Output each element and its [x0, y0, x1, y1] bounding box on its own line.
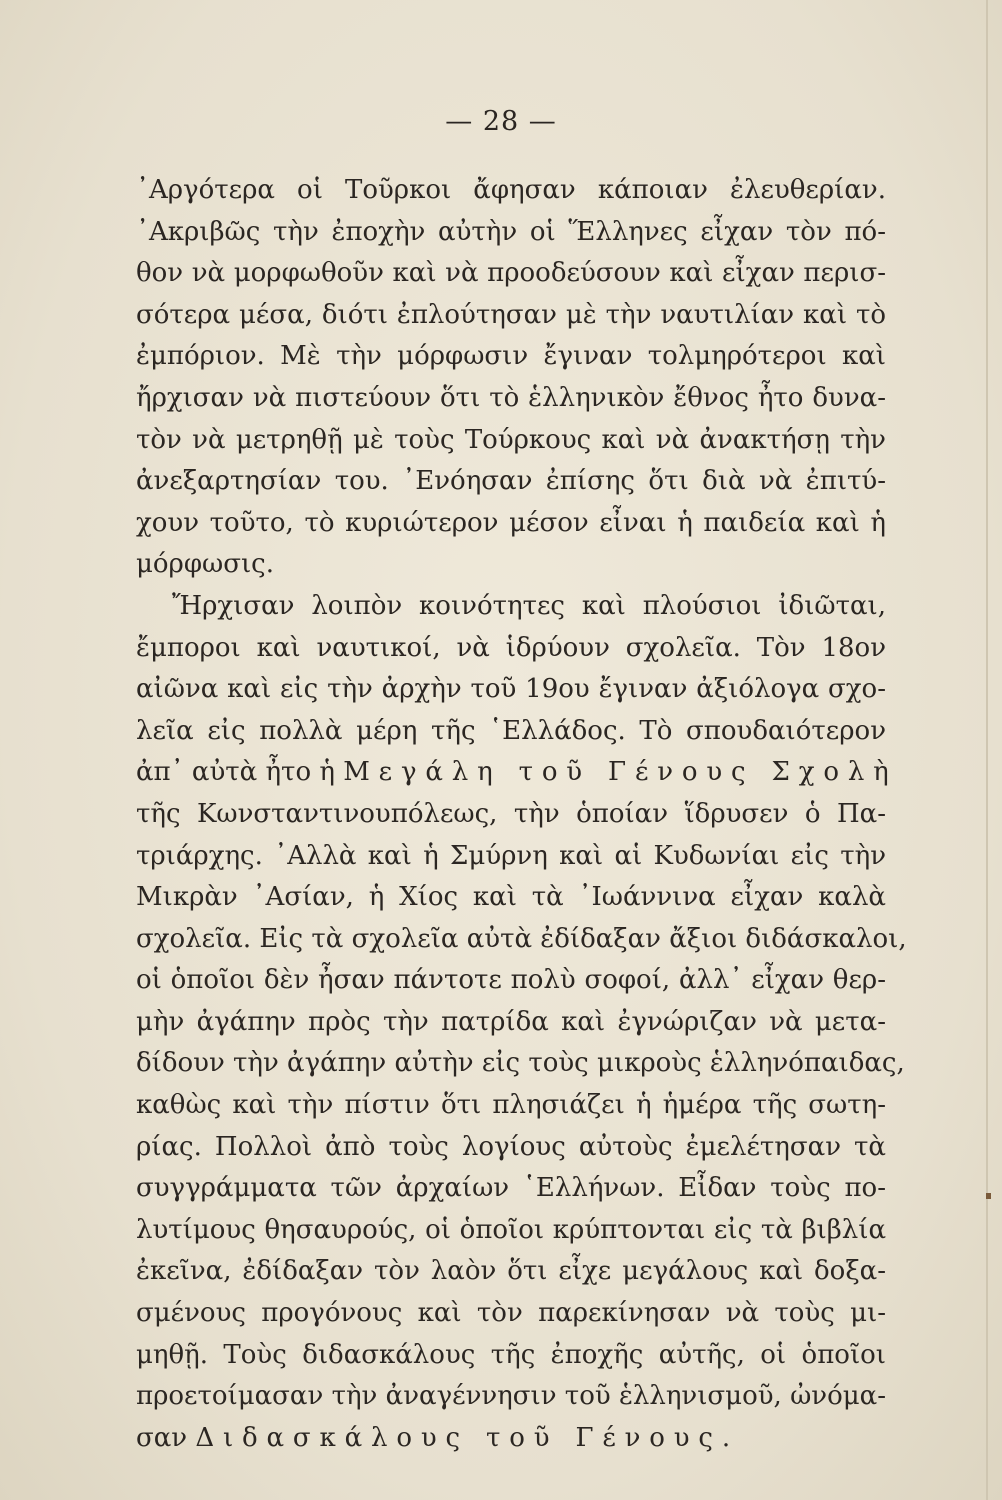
text-line: λυτίμους θησαυρούς, οἱ ὁποῖοι κρύπτονται εἰς τὰ βιβλία	[136, 1214, 886, 1245]
text-line: τὸν νὰ μετρηθῇ μὲ τοὺς Τούρκους καὶ νὰ ἀνακτήσῃ τὴν	[136, 424, 886, 455]
spaced-title: Μεγάλη τοῦ Γένους Σχολὴ	[343, 757, 898, 788]
text-line: ἔμποροι καὶ ναυτικοί, νὰ ἱδρύουν σχολεῖα. Τὸν 18ον	[136, 632, 886, 663]
text-line: λεῖα εἰς πολλὰ μέρη τῆς ῾Ελλάδος. Τὸ σπουδαιότερον	[136, 715, 886, 746]
text-line: ᾿Αργότερα οἱ Τοῦρκοι ἄφησαν κάποιαν ἐλευθερίαν.	[136, 175, 886, 205]
text-line: χουν τοῦτο, τὸ κυριώτερον μέσον εἶναι ἡ παιδεία καὶ ἡ	[136, 507, 886, 538]
page-edge	[986, 0, 988, 1500]
text-line: προετοίμασαν τὴν ἀναγέννησιν τοῦ ἑλληνισμοῦ, ὠνόμα-	[136, 1381, 886, 1412]
text-line: θον νὰ μορφωθοῦν καὶ νὰ προοδεύσουν καὶ εἶχαν περισ-	[136, 258, 886, 289]
text-line: οἱ ὁποῖοι δὲν ἦσαν πάντοτε πολὺ σοφοί, ἀλλ᾿ εἶχαν θερ-	[136, 965, 886, 996]
text-line: συγγράμματα τῶν ἀρχαίων ῾Ελλήνων. Εἶδαν τοὺς πο-	[136, 1173, 886, 1204]
text-segment: σαν	[136, 1422, 188, 1453]
text-line: ᾿Ακριβῶς τὴν ἐποχὴν αὐτὴν οἱ Ἕλληνες εἶχαν τὸν πό-	[136, 216, 886, 247]
text-line: καθὼς καὶ τὴν πίστιν ὅτι πλησιάζει ἡ ἡμέρα τῆς σωτη-	[136, 1090, 886, 1121]
text-line: Ἤρχισαν λοιπὸν κοινότητες καὶ πλούσιοι ἰδιῶται,	[172, 590, 886, 621]
text-line	[136, 752, 898, 794]
text-line: ἀνεξαρτησίαν του. ᾿Ενόησαν ἐπίσης ὅτι διὰ νὰ ἐπιτύ-	[136, 466, 886, 497]
text-line: ἐκεῖνα, ἐδίδαξαν τὸν λαὸν ὅτι εἶχε μεγάλους καὶ δοξα-	[136, 1256, 886, 1287]
text-line: ἐμπόριον. Μὲ τὴν μόρφωσιν ἔγιναν τολμηρότεροι καὶ	[136, 341, 886, 372]
text-line: μόρφωσις.	[136, 549, 275, 580]
text-line: μὴν ἀγάπην πρὸς τὴν πατρίδα καὶ ἐγνώριζαν νὰ μετα-	[136, 1006, 886, 1037]
text-line: σμένους προγόνους καὶ τὸν παρεκίνησαν νὰ τοὺς μι-	[136, 1298, 886, 1329]
body-text	[136, 170, 907, 1459]
text-segment: ἀπ᾿ αὐτὰ ἦτο ἡ	[136, 757, 335, 788]
text-line: αἰῶνα καὶ εἰς τὴν ἀρχὴν τοῦ 19ου ἔγιναν ἀξιόλογα σχο-	[136, 674, 886, 705]
text-line: τῆς Κωνσταντινουπόλεως, τὴν ὁποίαν ἵδρυσεν ὁ Πα-	[136, 798, 886, 829]
text-line: μηθῇ. Τοὺς διδασκάλους τῆς ἐποχῆς αὐτῆς, οἱ ὁποῖοι	[136, 1339, 886, 1370]
text-line: δίδουν τὴν ἀγάπην αὐτὴν εἰς τοὺς μικροὺς ἑλληνόπαιδας,	[136, 1048, 905, 1079]
text-line	[136, 1418, 886, 1460]
spaced-title: Διδασκάλους τοῦ Γένους.	[195, 1422, 739, 1453]
text-line: σχολεῖα. Εἰς τὰ σχολεῖα αὐτὰ ἐδίδαξαν ἄξιοι διδάσκαλοι,	[136, 923, 907, 954]
text-line: σότερα μέσα, διότι ἐπλούτησαν μὲ τὴν ναυτιλίαν καὶ τὸ	[136, 299, 886, 330]
text-line: ρίας. Πολλοὶ ἀπὸ τοὺς λογίους αὐτοὺς ἐμελέτησαν τὰ	[136, 1131, 886, 1162]
text-line: ἤρχισαν νὰ πιστεύουν ὅτι τὸ ἑλληνικὸν ἔθνος ἦτο δυνα-	[136, 382, 886, 413]
text-line: τριάρχης. ᾿Αλλὰ καὶ ἡ Σμύρνη καὶ αἱ Κυδωνίαι εἰς τὴν	[136, 840, 886, 871]
text-line: Μικρὰν ᾿Ασίαν, ἡ Χίος καὶ τὰ ᾿Ιωάννινα εἶχαν καλὰ	[136, 882, 886, 913]
page-number: — 28 —	[445, 106, 557, 137]
ink-mark	[986, 1193, 991, 1199]
